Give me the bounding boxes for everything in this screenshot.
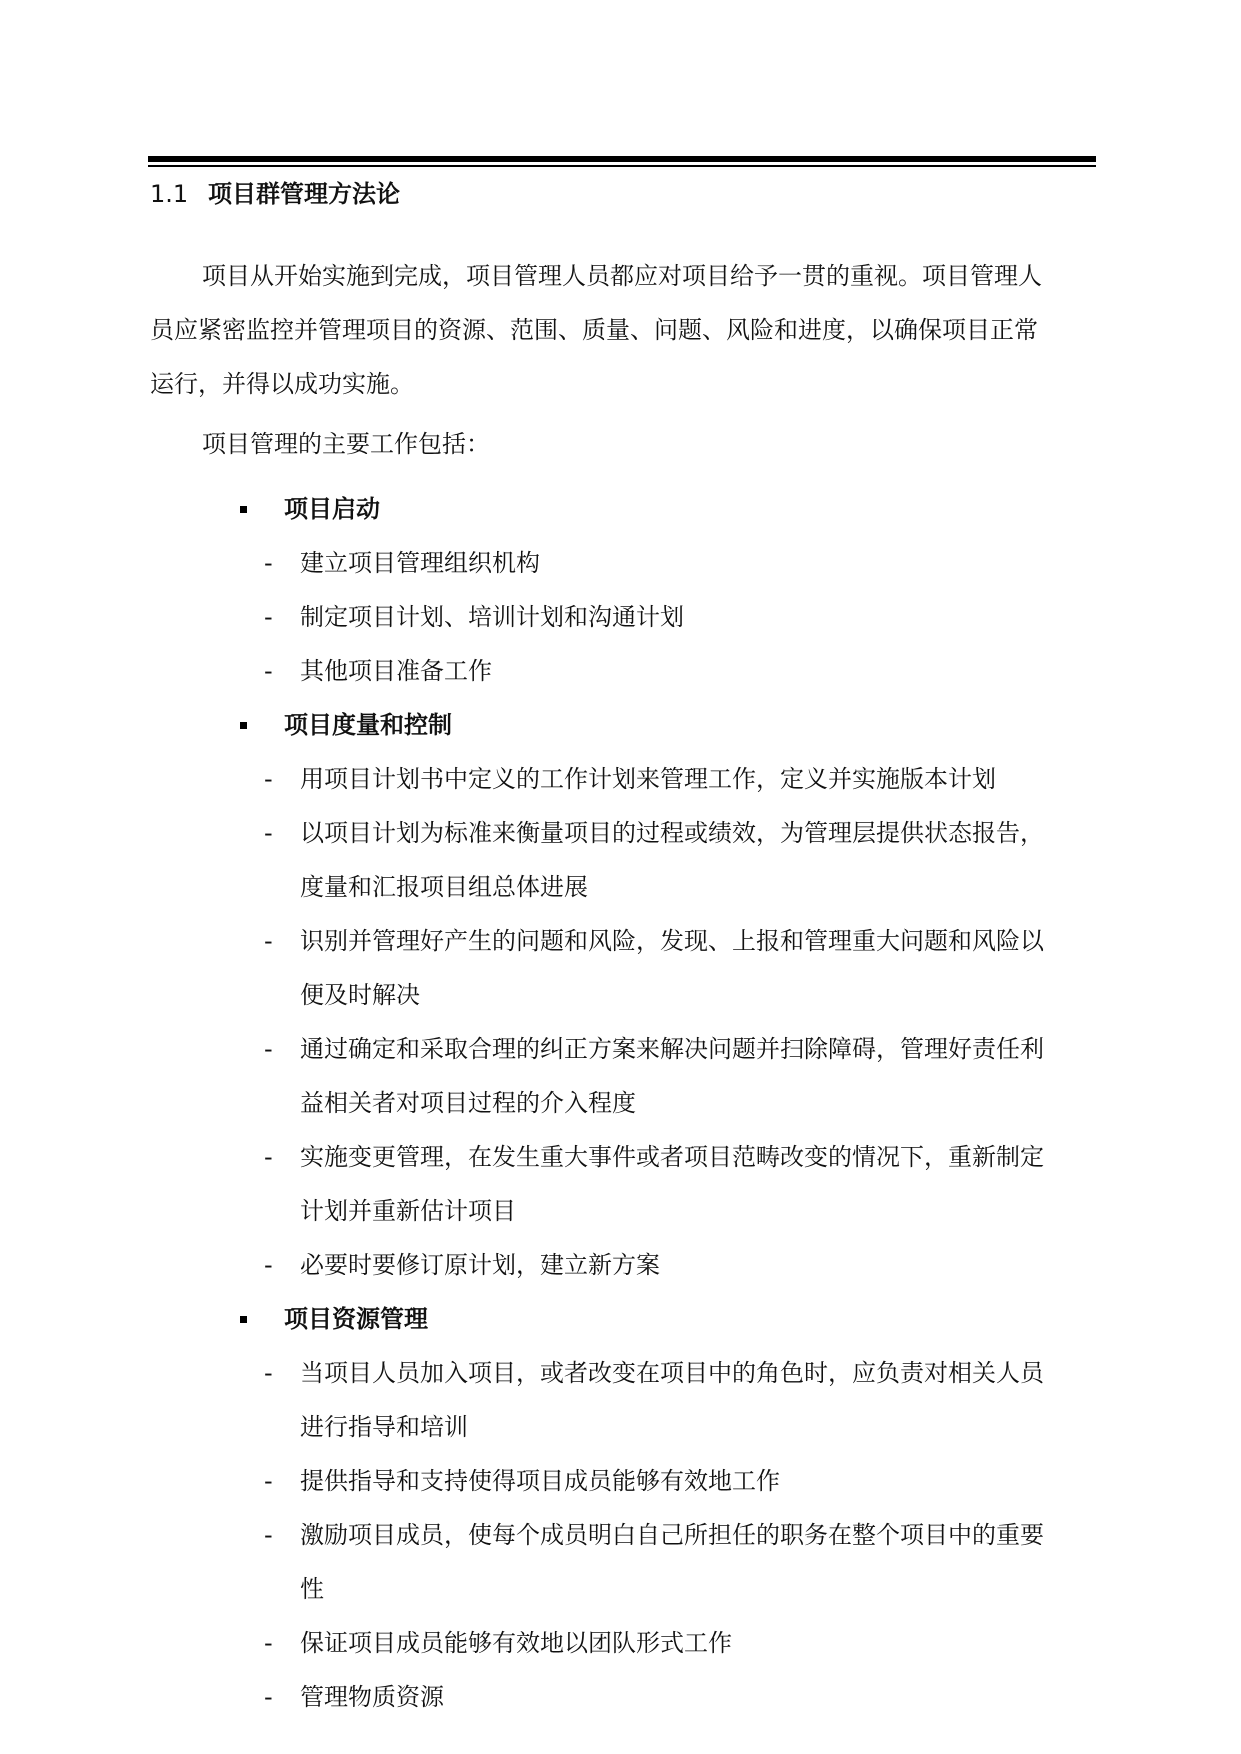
dash-marker: - [264, 765, 273, 793]
header-rule-thick [148, 156, 1096, 162]
dash-marker: - [264, 1521, 273, 1549]
dash-marker: - [264, 1035, 273, 1063]
square-bullet-icon [240, 722, 247, 729]
intro-paragraph: 项目从开始实施到完成，项目管理人员都应对项目给予一贯的重视。项目管理人 员应紧密监控并管理项目的资源、范围、质量、问题、风险和进度，以确保项目正常 运行，并得以成功实施。 [150, 262, 1042, 398]
list-intro: 项目管理的主要工作包括： [202, 430, 490, 458]
dash-marker: - [264, 927, 273, 955]
list-item [0, 1670, 1241, 1724]
list-item-text: 识别并管理好产生的问题和风险，发现、上报和管理重大问题和风险以 便及时解决 [300, 927, 1044, 1009]
dash-marker: - [264, 603, 273, 631]
list-item [0, 1616, 1241, 1670]
list-item [0, 1022, 1241, 1130]
list-section-heading [0, 698, 1241, 752]
list-item [0, 644, 1241, 698]
dash-marker: - [264, 1467, 273, 1495]
list-section-title: 项目资源管理 [284, 1305, 428, 1333]
list-item [0, 1130, 1241, 1238]
square-bullet-icon [240, 1316, 247, 1323]
list-section-heading [0, 482, 1241, 536]
list-section-title: 项目启动 [284, 495, 380, 523]
list-item [0, 1346, 1241, 1454]
list-item-text: 实施变更管理，在发生重大事件或者项目范畴改变的情况下，重新制定 计划并重新估计项目 [300, 1143, 1044, 1225]
list-item-text: 以项目计划为标准来衡量项目的过程或绩效，为管理层提供状态报告， 度量和汇报项目组总体进展 [300, 819, 1044, 901]
list-item [0, 1454, 1241, 1508]
list-item-text: 必要时要修订原计划，建立新方案 [300, 1251, 660, 1279]
list-item [0, 536, 1241, 590]
list-item-text: 其他项目准备工作 [300, 657, 492, 685]
dash-marker: - [264, 1629, 273, 1657]
list-item-text: 建立项目管理组织机构 [300, 549, 540, 577]
list-item [0, 1238, 1241, 1292]
list-item-text: 当项目人员加入项目，或者改变在项目中的角色时，应负责对相关人员 进行指导和培训 [300, 1359, 1044, 1441]
list-item [0, 752, 1241, 806]
work-list [0, 482, 1241, 1724]
dash-marker: - [264, 657, 273, 685]
section-heading [150, 176, 400, 212]
list-item-text: 激励项目成员，使每个成员明白自己所担任的职务在整个项目中的重要 性 [300, 1521, 1044, 1603]
list-item-text: 通过确定和采取合理的纠正方案来解决问题并扫除障碍，管理好责任利 益相关者对项目过程的介入程度 [300, 1035, 1044, 1117]
list-item [0, 1508, 1241, 1616]
dash-marker: - [264, 819, 273, 847]
list-item [0, 590, 1241, 644]
dash-marker: - [264, 1359, 273, 1387]
dash-marker: - [264, 1251, 273, 1279]
square-bullet-icon [240, 506, 247, 513]
list-section-title: 项目度量和控制 [284, 711, 452, 739]
header-rule-thin [148, 165, 1096, 167]
list-section-heading [0, 1292, 1241, 1346]
list-item [0, 806, 1241, 914]
dash-marker: - [264, 549, 273, 577]
dash-marker: - [264, 1143, 273, 1171]
list-item [0, 914, 1241, 1022]
section-title: 项目群管理方法论 [208, 180, 400, 208]
list-item-text: 管理物质资源 [300, 1683, 444, 1711]
section-number: 1.1 [150, 180, 189, 208]
list-item-text: 用项目计划书中定义的工作计划来管理工作，定义并实施版本计划 [300, 765, 996, 793]
dash-marker: - [264, 1683, 273, 1711]
list-item-text: 保证项目成员能够有效地以团队形式工作 [300, 1629, 732, 1657]
list-item-text: 提供指导和支持使得项目成员能够有效地工作 [300, 1467, 780, 1495]
list-item-text: 制定项目计划、培训计划和沟通计划 [300, 603, 684, 631]
